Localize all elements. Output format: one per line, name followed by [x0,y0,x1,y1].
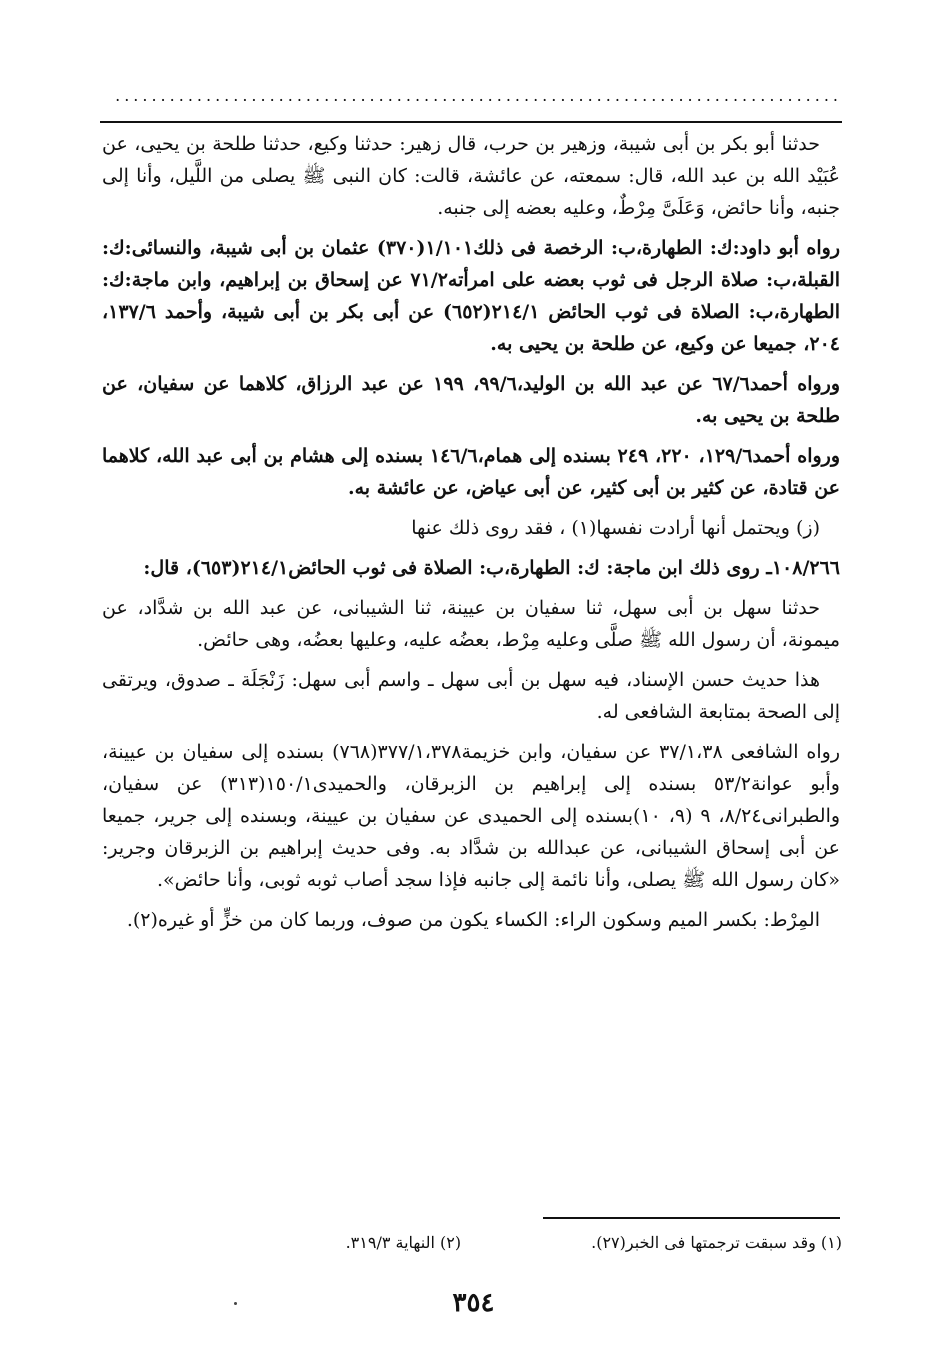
hadith-text-2: حدثنا سهل بن أبى سهل، ثنا سفيان بن عيينة، ثنا الشيبانى، عن عبد الله بن شدَّاد، عن ميمونة، أن رسول الله ﷺ صلَّى وعليه مِرْط، بعضُه عليه، وعليها بعضُه، وهى حائض. [102,597,840,651]
takhrij-paragraph-1: رواه أبو داود:ك: الطهارة،ب: الرخصة فى ذلك١/١٠١(٣٧٠) عثمان بن أبى شيبة، والنسائى:ك: القبلة،ب: صلاة الرجل فى ثوب بعضه على امرأته٧١/٢ عن إسحاق بن إبراهيم، وابن ماجة:ك: الطهارة،ب: الصلاة فى ثوب الحائض ٢١٤/١(٦٥٢) عن أبى بكر بن أبى شيبة، وأحمد ١٣٧/٦، ٢٠٤، جميعا عن وكيع، عن طلحة بن يحيى به. [102,237,840,355]
note-paragraph: (ز) ويحتمل أنها أرادت نفسها(١) ، فقد روى ذلك عنها [411,517,820,539]
grading-paragraph: هذا حديث حسن الإسناد، فيه سهل بن أبى سهل ـ واسم أبى سهل: زَنْجَلَة ـ صدوق، ويرتقى إلى الصحة بمتابعة الشافعى له. [102,669,840,723]
page-number: ٣٥٤ [452,1288,495,1318]
hadith-text-1: حدثنا أبو بكر بن أبى شيبة، وزهير بن حرب، قال زهير: حدثنا وكيع، حدثنا طلحة بن يحيى، عن عُبَيْد الله بن عبد الله، قال: سمعته، عن عائشة، قالت: كان النبى ﷺ يصلى من اللَّيل، وأنا إلى جنبه، وأنا حائض، وَعَلَىَّ مِرْطٌ، وعليه بعضه إلى جنبه. [102,133,840,219]
takhrij-paragraph-4: رواه الشافعى ٣٧/١،٣٨ عن سفيان، وابن خزيمة٣٧٧/١،٣٧٨(٧٦٨) بسنده إلى سفيان بن عيينة، وأبو عوانة٥٣/٢ بسنده إلى إبراهيم بن الزبرقان، والحميدى١٥٠/١(٣١٣) عن سفيان، والطبرانى٨/٢٤، ٩ (٩، ١٠)بسنده إلى الحميدى عن سفيان بن عيينة، وبسنده إلى جرير، جميعا عن أبى إسحاق الشيبانى، عن عبدالله بن شدَّاد به. وفى حديث إبراهيم بن الزبرقان وجرير: «كان رسول الله ﷺ يصلى، وأنا نائمة إلى جانبه فإذا سجد أصاب ثوبه ثوبى، وأنا حائض». [102,741,841,891]
takhrij-paragraph-2: ورواه أحمد٦٧/٦ عن عبد الله بن الوليد،٩٩/٦، ١٩٩ عن عبد الرزاق، كلاهما عن سفيان، عن طلحة بن يحيى به. [102,373,840,427]
definition-paragraph: المِرْط: بكسر الميم وسكون الراء: الكساء يكون من صوف، وربما كان من خزٍّ أو غيره(٢). [126,909,820,931]
footnote-2: (٢) النهاية ٣١٩/٣. [345,1233,462,1252]
header-rule [100,121,842,123]
header-dotted-line: ................................................................................ [115,86,842,105]
footnotes [120,1230,842,1256]
main-text [102,128,840,944]
hadith-number-heading: ١٠٨/٢٦٦ـ روى ذلك ابن ماجة: ك: الطهارة،ب: الصلاة فى ثوب الحائض٢١٤/١(٦٥٣)، قال: [143,557,840,579]
footnote-rule [543,1217,840,1219]
takhrij-paragraph-3: ورواه أحمد١٢٩/٦، ٢٢٠، ٢٤٩ بسنده إلى همام،١٤٦/٦ بسنده إلى هشام بن أبى عبد الله، كلاهما عن قتادة، عن كثير بن أبى كثير، عن أبى عياض، عن عائشة به. [102,445,841,499]
footnote-1: (١) وقد سبقت ترجمتها فى الخبر(٢٧). [591,1233,842,1252]
